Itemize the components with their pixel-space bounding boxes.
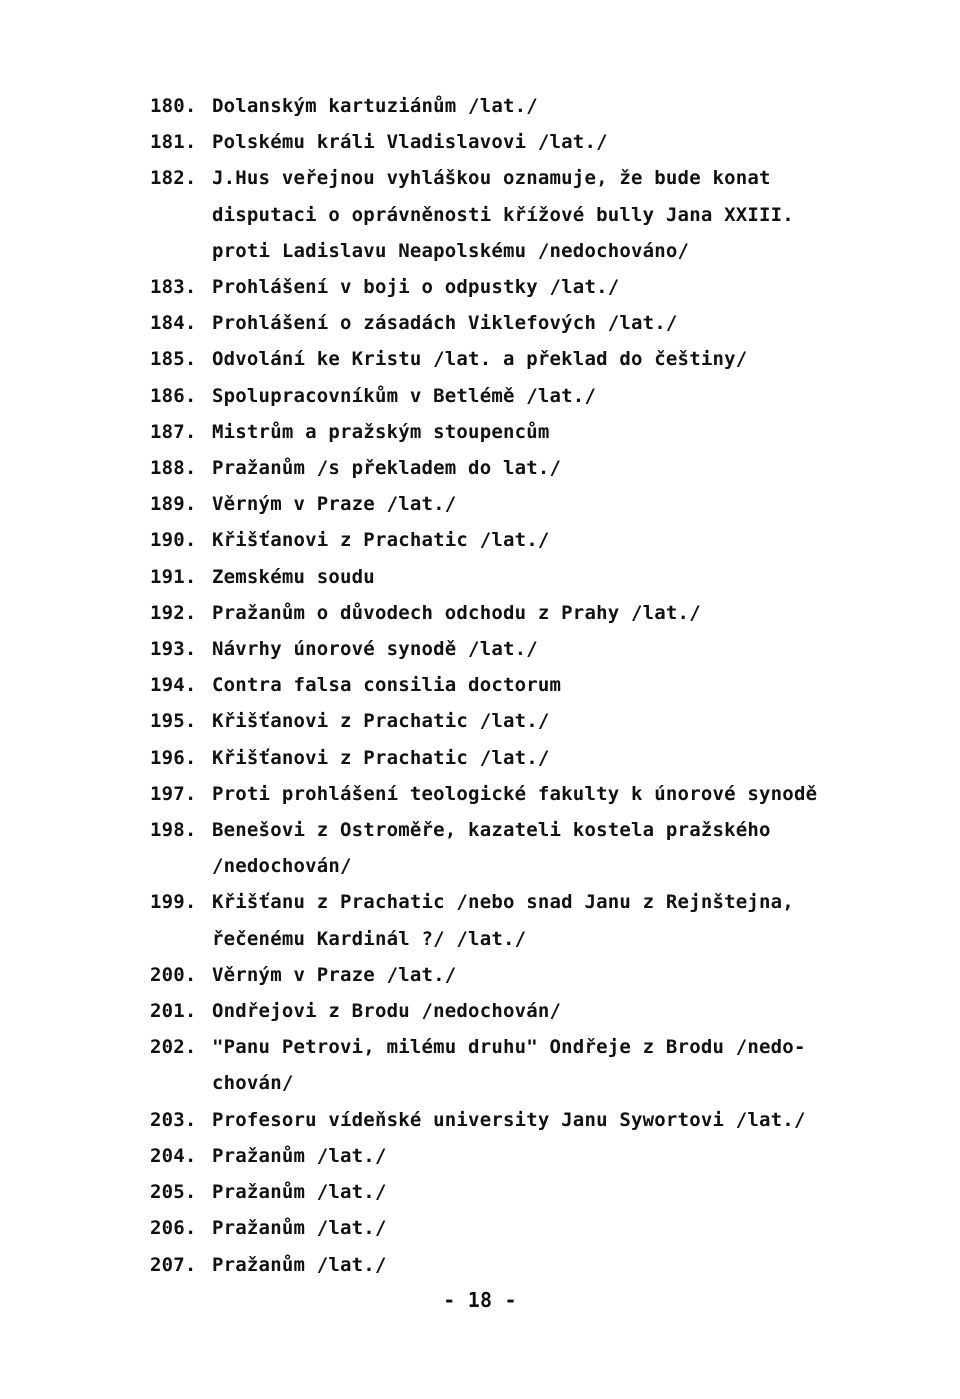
entry-number: 187. [150,420,197,443]
entry-text-line: Proti prohlášení teologické fakulty k únorové synodě [212,782,818,805]
list-item [150,486,910,522]
entry-number: 188. [150,457,197,480]
entry-text-line: J.Hus veřejnou vyhláškou oznamuje, že bude konat [212,167,771,190]
entry-number: 184. [150,312,197,335]
entry-text-line: Křišťanovi z Prachatic /lat./ [212,746,550,769]
entry-text-line: chován/ [212,1072,294,1095]
entry-number: 194. [150,674,197,697]
list-item [150,88,910,124]
entry-number: 190. [150,529,197,552]
list-item [150,378,910,414]
entry-text-line: Benešovi z Ostroměře, kazateli kostela pražského [212,819,771,842]
entry-text-line: Mistrům a pražským stoupencům [212,420,550,443]
entry-number: 181. [150,131,197,154]
entry-text-line: Contra falsa consilia doctorum [212,674,562,697]
entry-text [212,378,910,414]
list-item [150,631,910,667]
entry-text-line: Pražanům /s překladem do lat./ [212,457,562,480]
entry-number: 198. [150,819,197,842]
entry-text-line: Pražanům o důvodech odchodu z Prahy /lat./ [212,601,701,624]
list-item [150,1029,910,1101]
entry-number: 183. [150,276,197,299]
entry-number: 199. [150,891,197,914]
page-number: - 18 - [443,1288,517,1312]
entry-text [212,740,910,776]
list-item [150,305,910,341]
entry-text-line: Pražanům /lat./ [212,1181,387,1204]
entry-number: 197. [150,782,197,805]
entry-text-line: řečenému Kardinál ?/ /lat./ [212,927,527,950]
entry-text [212,812,910,884]
entry-text [212,522,910,558]
list-item [150,1247,910,1283]
entry-number: 207. [150,1253,197,1276]
entry-text-line: Prohlášení o zásadách Viklefových /lat./ [212,312,678,335]
entry-number: 185. [150,348,197,371]
entry-text [212,559,910,595]
entry-number: 205. [150,1181,197,1204]
entry-number: 196. [150,746,197,769]
entry-text [212,1174,910,1210]
entry-text [212,667,910,703]
entry-text [212,414,910,450]
entry-text-line: /nedochován/ [212,855,352,878]
entry-number: 200. [150,963,197,986]
entry-text-line: Spolupracovníkům v Betlémě /lat./ [212,384,597,407]
entry-list [150,88,910,1283]
entry-text [212,595,910,631]
entry-text [212,1029,910,1101]
list-item [150,559,910,595]
entry-text-line: Pražanům /lat./ [212,1217,387,1240]
list-item [150,269,910,305]
entry-text-line: Návrhy únorové synodě /lat./ [212,638,538,661]
list-item [150,1102,910,1138]
entry-text-line: Věrným v Praze /lat./ [212,963,457,986]
list-item [150,341,910,377]
entry-text [212,1138,910,1174]
entry-text-line: proti Ladislavu Neapolskému /nedochováno/ [212,239,690,262]
entry-text-line: Dolanským kartuziánům /lat./ [212,95,538,117]
list-item [150,667,910,703]
entry-text-line: Profesoru vídeňské university Janu Sywortovi /lat./ [212,1108,806,1131]
entry-text [212,1247,910,1283]
entry-number: 186. [150,384,197,407]
entry-text-line: Věrným v Praze /lat./ [212,493,457,516]
entry-text [212,957,910,993]
entry-text [212,1102,910,1138]
list-item [150,812,910,884]
list-item [150,414,910,450]
entry-number: 182. [150,167,197,190]
entry-text [212,884,910,956]
entry-text-line: Polskému králi Vladislavovi /lat./ [212,131,608,154]
list-item [150,740,910,776]
list-item [150,957,910,993]
list-item [150,160,910,269]
entry-number: 191. [150,565,197,588]
entry-text-line: Zemskému soudu [212,565,375,588]
entry-number: 189. [150,493,197,516]
entry-text [212,160,910,269]
list-item [150,703,910,739]
entry-text [212,993,910,1029]
entry-text [212,341,910,377]
entry-number: 201. [150,1000,197,1023]
entry-number: 193. [150,638,197,661]
entry-text-line: Ondřejovi z Brodu /nedochován/ [212,1000,562,1023]
list-item [150,124,910,160]
entry-number: 180. [150,95,197,117]
entry-text-line: "Panu Petrovi, milému druhu" Ondřeje z Brodu /nedo- [212,1036,806,1059]
list-item [150,1210,910,1246]
entry-text-line: Křišťanovi z Prachatic /lat./ [212,710,550,733]
list-item [150,522,910,558]
entry-number: 202. [150,1036,197,1059]
list-item [150,776,910,812]
list-item [150,1174,910,1210]
entry-text-line: Křišťanovi z Prachatic /lat./ [212,529,550,552]
entry-number: 204. [150,1144,197,1167]
entry-number: 206. [150,1217,197,1240]
entry-text-line: Prohlášení v boji o odpustky /lat./ [212,276,620,299]
entry-text [212,305,910,341]
entry-text-line: Křišťanu z Prachatic /nebo snad Janu z Rejnštejna, [212,891,794,914]
entry-text [212,631,910,667]
entry-text-line: disputaci o oprávněnosti křížové bully Jana XXIII. [212,203,794,226]
entry-text [212,88,910,124]
entry-number: 195. [150,710,197,733]
entry-text [212,269,910,305]
entry-text [212,703,910,739]
list-item [150,450,910,486]
entry-number: 203. [150,1108,197,1131]
list-item [150,993,910,1029]
list-item [150,595,910,631]
entry-text-line: Odvolání ke Kristu /lat. a překlad do češtiny/ [212,348,748,371]
entry-text-line: Pražanům /lat./ [212,1253,387,1276]
entry-text [212,1210,910,1246]
entry-text [212,124,910,160]
entry-text [212,450,910,486]
list-item [150,1138,910,1174]
entry-number: 192. [150,601,197,624]
entry-text-line: Pražanům /lat./ [212,1144,387,1167]
list-item [150,884,910,956]
entry-text [212,486,910,522]
entry-text [212,776,910,812]
